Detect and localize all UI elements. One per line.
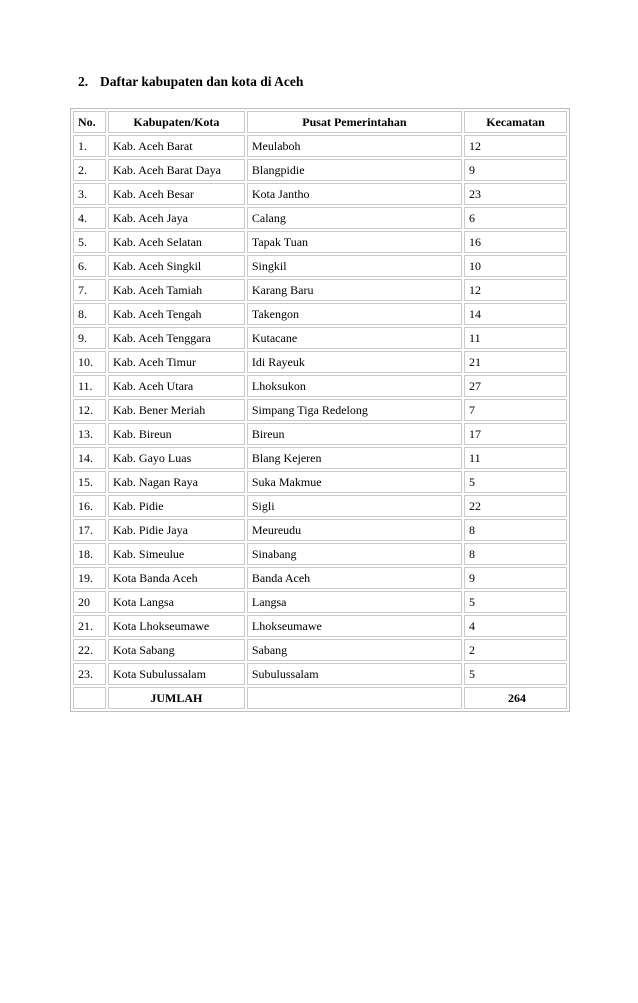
row-pusat: Calang	[247, 207, 462, 229]
row-kabupaten: Kab. Aceh Utara	[108, 375, 245, 397]
row-kabupaten: Kota Subulussalam	[108, 663, 245, 685]
table-row	[73, 423, 567, 445]
table-row	[73, 639, 567, 661]
row-kecamatan: 17	[464, 423, 567, 445]
row-pusat: Blang Kejeren	[247, 447, 462, 469]
table-row	[73, 351, 567, 373]
row-kabupaten: Kab. Aceh Singkil	[108, 255, 245, 277]
row-pusat: Meulaboh	[247, 135, 462, 157]
row-kecamatan: 16	[464, 231, 567, 253]
row-pusat: Simpang Tiga Redelong	[247, 399, 462, 421]
row-kecamatan: 14	[464, 303, 567, 325]
section-number: 2.	[78, 74, 89, 89]
row-kabupaten: Kab. Gayo Luas	[108, 447, 245, 469]
row-pusat: Suka Makmue	[247, 471, 462, 493]
row-no: 6.	[73, 255, 106, 277]
row-no: 8.	[73, 303, 106, 325]
table-row	[73, 303, 567, 325]
row-kabupaten: Kota Banda Aceh	[108, 567, 245, 589]
row-kabupaten: Kab. Aceh Barat Daya	[108, 159, 245, 181]
row-pusat: Lhoksukon	[247, 375, 462, 397]
row-kecamatan: 9	[464, 159, 567, 181]
row-no: 3.	[73, 183, 106, 205]
row-pusat: Sigli	[247, 495, 462, 517]
row-kecamatan: 21	[464, 351, 567, 373]
section-heading	[78, 74, 303, 90]
section-title: Daftar kabupaten dan kota di Aceh	[100, 74, 304, 89]
row-kecamatan: 4	[464, 615, 567, 637]
table-row	[73, 663, 567, 685]
row-no: 10.	[73, 351, 106, 373]
row-pusat: Meureudu	[247, 519, 462, 541]
table-row	[73, 399, 567, 421]
row-no: 23.	[73, 663, 106, 685]
row-pusat: Lhokseumawe	[247, 615, 462, 637]
row-kabupaten: Kab. Aceh Timur	[108, 351, 245, 373]
row-pusat: Subulussalam	[247, 663, 462, 685]
row-kecamatan: 27	[464, 375, 567, 397]
row-pusat: Idi Rayeuk	[247, 351, 462, 373]
row-pusat: Sinabang	[247, 543, 462, 565]
row-kecamatan: 22	[464, 495, 567, 517]
row-pusat: Banda Aceh	[247, 567, 462, 589]
row-pusat: Karang Baru	[247, 279, 462, 301]
row-kabupaten: Kab. Aceh Tenggara	[108, 327, 245, 349]
header-kecamatan: Kecamatan	[464, 111, 567, 133]
row-pusat: Blangpidie	[247, 159, 462, 181]
row-kecamatan: 23	[464, 183, 567, 205]
row-no: 14.	[73, 447, 106, 469]
kabupaten-table	[71, 109, 569, 711]
row-kabupaten: Kota Sabang	[108, 639, 245, 661]
row-pusat: Sabang	[247, 639, 462, 661]
table-row	[73, 255, 567, 277]
row-no: 12.	[73, 399, 106, 421]
table-row	[73, 615, 567, 637]
table-row	[73, 495, 567, 517]
row-no: 18.	[73, 543, 106, 565]
row-pusat: Langsa	[247, 591, 462, 613]
row-kabupaten: Kab. Aceh Barat	[108, 135, 245, 157]
total-value: 264	[464, 687, 567, 709]
row-no: 22.	[73, 639, 106, 661]
row-kabupaten: Kab. Pidie Jaya	[108, 519, 245, 541]
row-kabupaten: Kab. Pidie	[108, 495, 245, 517]
total-label: JUMLAH	[108, 687, 245, 709]
table-row	[73, 591, 567, 613]
table-row	[73, 567, 567, 589]
table-body	[73, 135, 567, 685]
row-kabupaten: Kab. Nagan Raya	[108, 471, 245, 493]
row-kecamatan: 8	[464, 543, 567, 565]
table-row	[73, 519, 567, 541]
table-row	[73, 207, 567, 229]
table-row	[73, 327, 567, 349]
row-no: 2.	[73, 159, 106, 181]
row-kecamatan: 9	[464, 567, 567, 589]
row-kabupaten: Kab. Aceh Selatan	[108, 231, 245, 253]
row-kabupaten: Kab. Simeulue	[108, 543, 245, 565]
table-total-row	[73, 687, 567, 709]
total-no-cell	[73, 687, 106, 709]
row-no: 1.	[73, 135, 106, 157]
header-no: No.	[73, 111, 106, 133]
row-kabupaten: Kab. Aceh Besar	[108, 183, 245, 205]
row-kecamatan: 2	[464, 639, 567, 661]
row-no: 16.	[73, 495, 106, 517]
header-kabupaten: Kabupaten/Kota	[108, 111, 245, 133]
row-no: 4.	[73, 207, 106, 229]
kabupaten-table-container	[70, 108, 570, 712]
table-row	[73, 447, 567, 469]
row-kecamatan: 10	[464, 255, 567, 277]
table-row	[73, 231, 567, 253]
row-kecamatan: 5	[464, 471, 567, 493]
row-kabupaten: Kab. Bireun	[108, 423, 245, 445]
table-row	[73, 375, 567, 397]
table-row	[73, 279, 567, 301]
row-no: 7.	[73, 279, 106, 301]
row-no: 21.	[73, 615, 106, 637]
row-kabupaten: Kota Lhokseumawe	[108, 615, 245, 637]
row-no: 20	[73, 591, 106, 613]
row-pusat: Singkil	[247, 255, 462, 277]
row-pusat: Tapak Tuan	[247, 231, 462, 253]
row-pusat: Kota Jantho	[247, 183, 462, 205]
table-row	[73, 543, 567, 565]
table-row	[73, 159, 567, 181]
row-kabupaten: Kab. Aceh Tamiah	[108, 279, 245, 301]
row-kecamatan: 11	[464, 447, 567, 469]
row-no: 15.	[73, 471, 106, 493]
row-kecamatan: 12	[464, 279, 567, 301]
total-empty-cell	[247, 687, 462, 709]
row-kabupaten: Kab. Aceh Tengah	[108, 303, 245, 325]
row-kecamatan: 5	[464, 591, 567, 613]
row-pusat: Bireun	[247, 423, 462, 445]
table-row	[73, 471, 567, 493]
row-no: 5.	[73, 231, 106, 253]
table-row	[73, 183, 567, 205]
row-kecamatan: 11	[464, 327, 567, 349]
row-no: 11.	[73, 375, 106, 397]
row-kecamatan: 6	[464, 207, 567, 229]
header-pusat: Pusat Pemerintahan	[247, 111, 462, 133]
row-kecamatan: 8	[464, 519, 567, 541]
row-kecamatan: 5	[464, 663, 567, 685]
row-kabupaten: Kab. Aceh Jaya	[108, 207, 245, 229]
row-no: 17.	[73, 519, 106, 541]
table-row	[73, 135, 567, 157]
row-no: 9.	[73, 327, 106, 349]
row-pusat: Kutacane	[247, 327, 462, 349]
table-header-row	[73, 111, 567, 133]
row-pusat: Takengon	[247, 303, 462, 325]
row-no: 13.	[73, 423, 106, 445]
row-kecamatan: 12	[464, 135, 567, 157]
row-kabupaten: Kab. Bener Meriah	[108, 399, 245, 421]
row-kecamatan: 7	[464, 399, 567, 421]
row-no: 19.	[73, 567, 106, 589]
row-kabupaten: Kota Langsa	[108, 591, 245, 613]
